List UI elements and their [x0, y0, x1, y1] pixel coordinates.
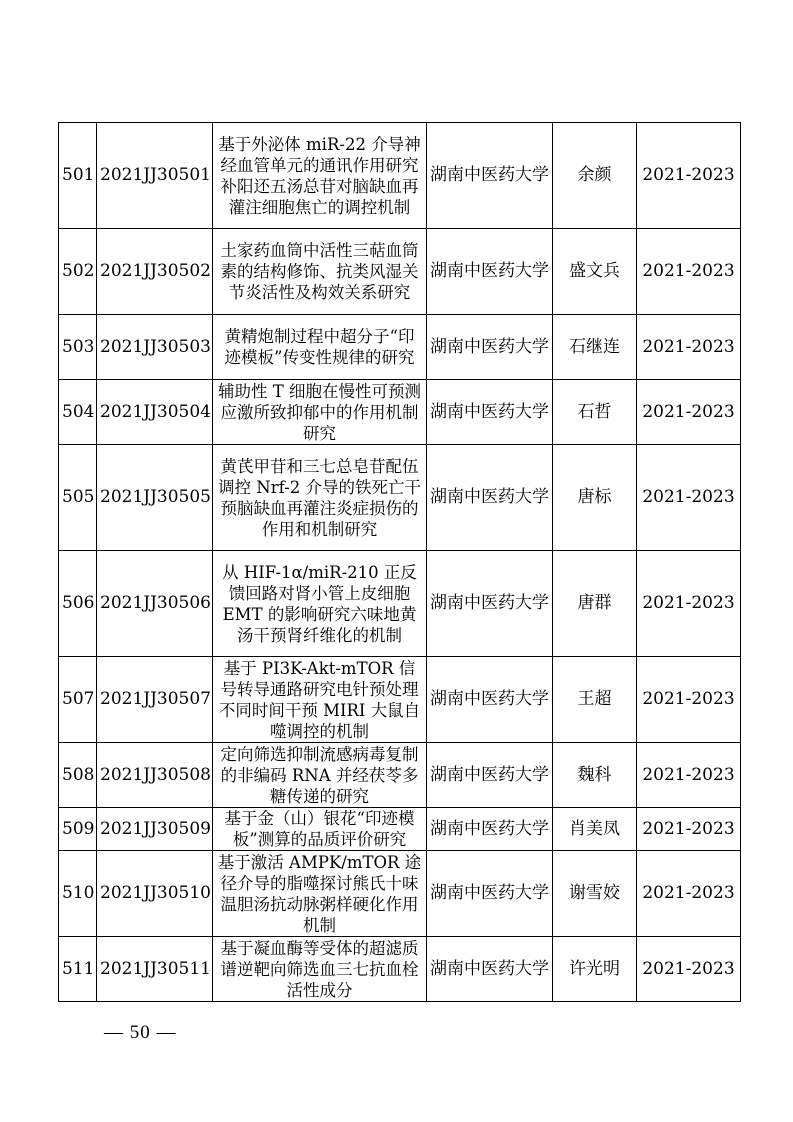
table-body [59, 123, 741, 1002]
table-row [59, 551, 741, 657]
cell-person: 石继连 [553, 315, 637, 380]
cell-project-code: 2021JJ30509 [97, 808, 213, 851]
cell-index: 503 [59, 315, 97, 380]
cell-project-code: 2021JJ30507 [97, 657, 213, 743]
cell-period: 2021-2023 [637, 657, 741, 743]
table-row [59, 743, 741, 808]
cell-period: 2021-2023 [637, 937, 741, 1002]
cell-project-title: 辅助性 T 细胞在慢性可预测应激所致抑郁中的作用机制研究 [213, 380, 427, 445]
table-row [59, 851, 741, 937]
page-number: — 50 — [104, 1022, 177, 1043]
cell-project-code: 2021JJ30504 [97, 380, 213, 445]
cell-person: 谢雪姣 [553, 851, 637, 937]
cell-project-title: 基于外泌体 miR-22 介导神经血管单元的通讯作用研究补阳还五汤总苷对脑缺血再灌注细胞焦亡的调控机制 [213, 123, 427, 229]
cell-period: 2021-2023 [637, 808, 741, 851]
table-row [59, 123, 741, 229]
cell-project-code: 2021JJ30506 [97, 551, 213, 657]
table-row [59, 380, 741, 445]
table-row [59, 445, 741, 551]
cell-project-title: 从 HIF-1α/miR-210 正反馈回路对肾小管上皮细胞 EMT 的影响研究六味地黄汤干预肾纤维化的机制 [213, 551, 427, 657]
cell-project-title: 土家药血筒中活性三萜血筒素的结构修饰、抗类风湿关节炎活性及构效关系研究 [213, 229, 427, 315]
cell-period: 2021-2023 [637, 445, 741, 551]
cell-person: 盛文兵 [553, 229, 637, 315]
cell-project-code: 2021JJ30510 [97, 851, 213, 937]
cell-index: 511 [59, 937, 97, 1002]
cell-institution: 湖南中医药大学 [427, 445, 553, 551]
cell-project-title: 基于凝血酶等受体的超滤质谱逆靶向筛选血三七抗血栓活性成分 [213, 937, 427, 1002]
cell-index: 508 [59, 743, 97, 808]
cell-period: 2021-2023 [637, 380, 741, 445]
project-table [58, 122, 741, 1002]
cell-period: 2021-2023 [637, 123, 741, 229]
cell-index: 504 [59, 380, 97, 445]
cell-person: 肖美凤 [553, 808, 637, 851]
table-row [59, 315, 741, 380]
cell-institution: 湖南中医药大学 [427, 315, 553, 380]
cell-index: 502 [59, 229, 97, 315]
cell-person: 唐群 [553, 551, 637, 657]
cell-period: 2021-2023 [637, 851, 741, 937]
cell-project-title: 基于金（山）银花“印迹模板”测算的品质评价研究 [213, 808, 427, 851]
cell-index: 510 [59, 851, 97, 937]
cell-project-code: 2021JJ30508 [97, 743, 213, 808]
cell-index: 509 [59, 808, 97, 851]
cell-person: 石哲 [553, 380, 637, 445]
cell-institution: 湖南中医药大学 [427, 123, 553, 229]
cell-project-title: 基于激活 AMPK/mTOR 途径介导的脂噬探讨熊氏十味温胆汤抗动脉粥样硬化作用机制 [213, 851, 427, 937]
cell-institution: 湖南中医药大学 [427, 808, 553, 851]
cell-institution: 湖南中医药大学 [427, 229, 553, 315]
cell-person: 唐标 [553, 445, 637, 551]
cell-project-title: 黄芪甲苷和三七总皂苷配伍调控 Nrf-2 介导的铁死亡干预脑缺血再灌注炎症损伤的作用和机制研究 [213, 445, 427, 551]
cell-project-code: 2021JJ30501 [97, 123, 213, 229]
cell-institution: 湖南中医药大学 [427, 657, 553, 743]
table-row [59, 657, 741, 743]
cell-period: 2021-2023 [637, 743, 741, 808]
cell-period: 2021-2023 [637, 551, 741, 657]
table-row [59, 937, 741, 1002]
cell-person: 王超 [553, 657, 637, 743]
cell-index: 506 [59, 551, 97, 657]
table-row [59, 808, 741, 851]
cell-index: 507 [59, 657, 97, 743]
cell-index: 501 [59, 123, 97, 229]
cell-institution: 湖南中医药大学 [427, 743, 553, 808]
cell-project-code: 2021JJ30502 [97, 229, 213, 315]
cell-period: 2021-2023 [637, 229, 741, 315]
cell-period: 2021-2023 [637, 315, 741, 380]
cell-project-title: 基于 PI3K-Akt-mTOR 信号转导通路研究电针预处理不同时间干预 MIRI 大鼠自噬调控的机制 [213, 657, 427, 743]
cell-institution: 湖南中医药大学 [427, 551, 553, 657]
cell-project-title: 黄精炮制过程中超分子“印迹模板”传变性规律的研究 [213, 315, 427, 380]
cell-project-title: 定向筛选抑制流感病毒复制的非编码 RNA 并经茯苓多糖传递的研究 [213, 743, 427, 808]
cell-person: 魏科 [553, 743, 637, 808]
cell-project-code: 2021JJ30511 [97, 937, 213, 1002]
cell-institution: 湖南中医药大学 [427, 851, 553, 937]
cell-project-code: 2021JJ30503 [97, 315, 213, 380]
cell-person: 许光明 [553, 937, 637, 1002]
cell-person: 余颜 [553, 123, 637, 229]
table-row [59, 229, 741, 315]
cell-institution: 湖南中医药大学 [427, 380, 553, 445]
cell-index: 505 [59, 445, 97, 551]
cell-project-code: 2021JJ30505 [97, 445, 213, 551]
cell-institution: 湖南中医药大学 [427, 937, 553, 1002]
